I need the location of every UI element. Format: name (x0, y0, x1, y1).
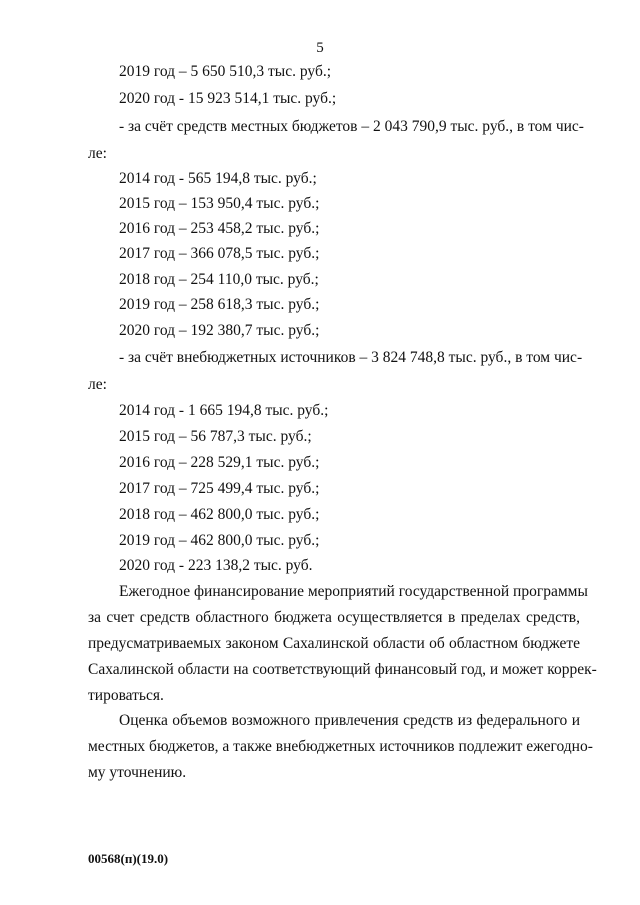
paragraph-line: местных бюджетов, а также внебюджетных источников подлежит ежегодно- (88, 738, 593, 755)
page-number: 5 (316, 40, 324, 56)
funding-line: 2014 год - 1 665 194,8 тыс. руб.; (119, 402, 329, 419)
funding-line: 2016 год – 253 458,2 тыс. руб.; (119, 220, 320, 237)
local-budget-intro-continued: ле: (88, 145, 107, 162)
funding-line: 2020 год - 15 923 514,1 тыс. руб.; (119, 90, 337, 107)
funding-line: 2015 год – 153 950,4 тыс. руб.; (119, 195, 320, 212)
funding-line: 2014 год - 565 194,8 тыс. руб.; (119, 170, 317, 187)
funding-line: 2015 год – 56 787,3 тыс. руб.; (119, 428, 312, 445)
funding-line: 2016 год – 228 529,1 тыс. руб.; (119, 454, 320, 471)
funding-line: 2019 год – 462 800,0 тыс. руб.; (119, 532, 320, 549)
paragraph-line: Ежегодное финансирование мероприятий государственной программы (119, 583, 588, 600)
funding-line: 2019 год – 258 618,3 тыс. руб.; (119, 296, 320, 313)
paragraph-line: Сахалинской области на соответствующий финансовый год, и может коррек- (88, 661, 597, 678)
funding-line: 2020 год - 223 138,2 тыс. руб. (119, 557, 313, 574)
funding-line: 2020 год – 192 380,7 тыс. руб.; (119, 322, 320, 339)
funding-line: 2017 год – 366 078,5 тыс. руб.; (119, 245, 320, 262)
paragraph-line: тироваться. (88, 687, 164, 704)
paragraph-line: Оценка объемов возможного привлечения средств из федерального и (119, 712, 580, 729)
document-code: 00568(п)(19.0) (88, 851, 169, 866)
funding-line: 2018 год – 254 110,0 тыс. руб.; (119, 271, 319, 288)
local-budget-intro: - за счёт средств местных бюджетов – 2 043 790,9 тыс. руб., в том чис- (119, 118, 584, 135)
funding-line: 2017 год – 725 499,4 тыс. руб.; (119, 480, 320, 497)
extrabudgetary-intro-continued: ле: (88, 376, 107, 393)
funding-line: 2018 год – 462 800,0 тыс. руб.; (119, 506, 320, 523)
extrabudgetary-intro: - за счёт внебюджетных источников – 3 824 748,8 тыс. руб., в том чис- (119, 349, 583, 366)
paragraph-line: предусматриваемых законом Сахалинской области об областном бюджете (88, 635, 580, 652)
funding-line: 2019 год – 5 650 510,3 тыс. руб.; (119, 63, 332, 80)
paragraph-line: му уточнению. (88, 764, 187, 781)
paragraph-line: за счет средств областного бюджета осуществляется в пределах средств, (88, 609, 580, 626)
